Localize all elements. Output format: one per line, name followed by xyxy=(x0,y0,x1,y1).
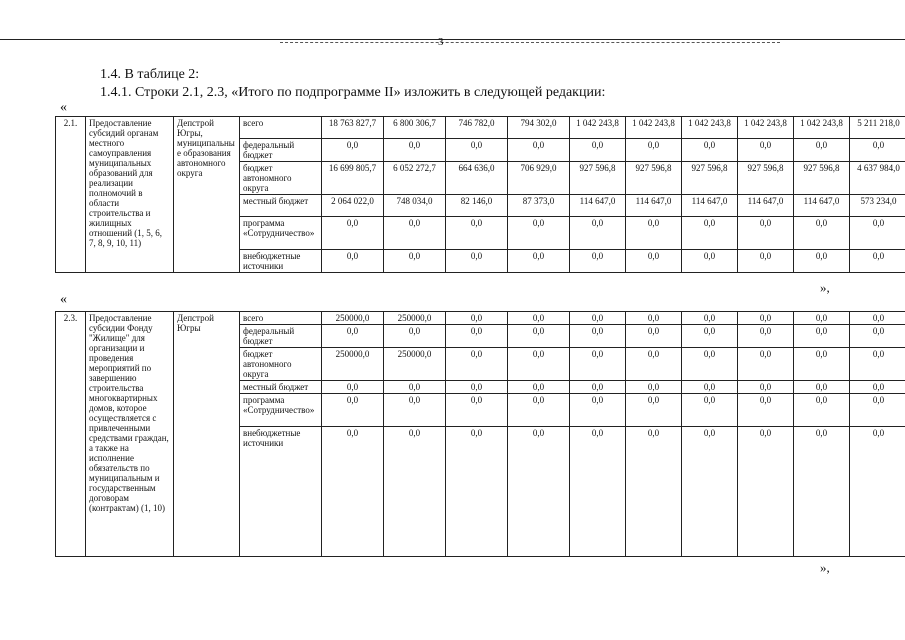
amount-cell: 0,0 xyxy=(446,348,508,381)
amount-cell: 0,0 xyxy=(682,325,738,348)
amount-cell: 0,0 xyxy=(626,217,682,250)
amount-cell: 0,0 xyxy=(570,348,626,381)
amount-cell: 0,0 xyxy=(794,348,850,381)
amount-cell: 0,0 xyxy=(570,217,626,250)
amount-cell: 664 636,0 xyxy=(446,162,508,195)
amount-cell: 0,0 xyxy=(508,427,570,557)
amount-cell: 0,0 xyxy=(508,250,570,273)
amount-cell: 0,0 xyxy=(446,381,508,394)
amount-cell: 0,0 xyxy=(682,381,738,394)
table-row-2-1 xyxy=(55,116,905,273)
amount-cell: 0,0 xyxy=(850,348,905,381)
amount-cell: 114 647,0 xyxy=(794,195,850,217)
amount-cell: 250000,0 xyxy=(384,348,446,381)
amount-cell: 0,0 xyxy=(446,217,508,250)
amount-cell: 82 146,0 xyxy=(446,195,508,217)
amount-cell: 0,0 xyxy=(570,312,626,325)
amount-cell: 0,0 xyxy=(626,139,682,162)
amount-cell: 0,0 xyxy=(738,427,794,557)
amount-cell: 706 929,0 xyxy=(508,162,570,195)
amount-cell: 0,0 xyxy=(850,325,905,348)
amount-cell: 0,0 xyxy=(322,427,384,557)
amount-cell: 250000,0 xyxy=(322,348,384,381)
amount-cell: 0,0 xyxy=(384,394,446,427)
amount-cell: 114 647,0 xyxy=(738,195,794,217)
amount-cell: 1 042 243,8 xyxy=(626,117,682,139)
amount-cell: 0,0 xyxy=(682,394,738,427)
amount-cell: 0,0 xyxy=(508,381,570,394)
amount-cell: 0,0 xyxy=(446,139,508,162)
amount-cell: 0,0 xyxy=(738,381,794,394)
amount-cell: 0,0 xyxy=(626,250,682,273)
amount-cell: 0,0 xyxy=(322,381,384,394)
table-body xyxy=(56,312,905,557)
amount-cell: 0,0 xyxy=(850,250,905,273)
closing-quote: », xyxy=(820,560,830,575)
amount-cell: 927 596,8 xyxy=(626,162,682,195)
amount-cell: 6 052 272,7 xyxy=(384,162,446,195)
amount-cell: 0,0 xyxy=(570,325,626,348)
amount-cell: 0,0 xyxy=(738,217,794,250)
header-rule xyxy=(0,39,905,40)
page-number: 3 xyxy=(438,36,444,48)
amount-cell: 0,0 xyxy=(322,217,384,250)
amount-cell: 0,0 xyxy=(508,217,570,250)
measure-name: Предоставление субсидий органам местного самоуправления муниципальных образований для реализации полномочий в области строительства и жилищных отношений (1, 5, 6, 7, 8, 9, 10, 11) xyxy=(86,117,174,273)
amount-cell: 0,0 xyxy=(682,427,738,557)
amount-cell: 0,0 xyxy=(384,250,446,273)
amount-cell: 0,0 xyxy=(738,250,794,273)
funding-source: федеральный бюджет xyxy=(240,139,322,162)
amount-cell: 0,0 xyxy=(850,217,905,250)
amount-cell: 0,0 xyxy=(738,312,794,325)
amount-cell: 0,0 xyxy=(626,394,682,427)
amount-cell: 0,0 xyxy=(794,394,850,427)
amount-cell: 0,0 xyxy=(626,427,682,557)
amount-cell: 0,0 xyxy=(446,250,508,273)
funding-source: федеральный бюджет xyxy=(240,325,322,348)
amount-cell: 0,0 xyxy=(508,348,570,381)
amount-cell: 0,0 xyxy=(446,427,508,557)
amount-cell: 0,0 xyxy=(384,325,446,348)
amount-cell: 0,0 xyxy=(446,312,508,325)
amount-cell: 0,0 xyxy=(508,325,570,348)
amount-cell: 16 699 805,7 xyxy=(322,162,384,195)
amount-cell: 0,0 xyxy=(850,394,905,427)
amount-cell: 0,0 xyxy=(682,348,738,381)
funding-source: бюджет автономного округа xyxy=(240,348,322,381)
amount-cell: 1 042 243,8 xyxy=(738,117,794,139)
amount-cell: 748 034,0 xyxy=(384,195,446,217)
amount-cell: 1 042 243,8 xyxy=(794,117,850,139)
amount-cell: 0,0 xyxy=(738,139,794,162)
amount-cell: 0,0 xyxy=(794,325,850,348)
amount-cell: 0,0 xyxy=(850,139,905,162)
amount-cell: 0,0 xyxy=(794,139,850,162)
amount-cell: 250000,0 xyxy=(384,312,446,325)
amount-cell: 0,0 xyxy=(794,381,850,394)
amount-cell: 927 596,8 xyxy=(738,162,794,195)
amount-cell: 927 596,8 xyxy=(682,162,738,195)
amount-cell: 0,0 xyxy=(626,325,682,348)
funding-source: местный бюджет xyxy=(240,195,322,217)
section-heading: 1.4. В таблице 2: xyxy=(100,67,200,82)
amount-cell: 0,0 xyxy=(570,394,626,427)
funding-source: программа «Сотрудничество» xyxy=(240,217,322,250)
header-rule-dashed xyxy=(280,42,780,43)
table-body xyxy=(56,117,905,273)
opening-quote: « xyxy=(60,292,67,307)
amount-cell: 4 637 984,0 xyxy=(850,162,905,195)
amount-cell: 0,0 xyxy=(850,381,905,394)
funding-source: всего xyxy=(240,312,322,325)
amount-cell: 0,0 xyxy=(384,217,446,250)
section-subheading: 1.4.1. Строки 2.1, 2.3, «Итого по подпрограмме II» изложить в следующей редакции: xyxy=(100,85,606,100)
amount-cell: 0,0 xyxy=(794,312,850,325)
amount-cell: 0,0 xyxy=(850,427,905,557)
amount-cell: 0,0 xyxy=(446,325,508,348)
amount-cell: 0,0 xyxy=(570,250,626,273)
measure-name: Предоставление субсидии Фонду "Жилище" для организации и проведения мероприятий по завершению строительства многоквартирных домов, которое осуществляется с привлеченными средствами граждан, а также на исполнение обязательств по муниципальным и государственным договорам (контрактам) (1, 10) xyxy=(86,312,174,557)
amount-cell: 746 782,0 xyxy=(446,117,508,139)
row-number: 2.1. xyxy=(56,117,86,273)
amount-cell: 0,0 xyxy=(682,250,738,273)
executor-name: Депстрой Югры, муниципальные образования автономного округа xyxy=(174,117,240,273)
amount-cell: 0,0 xyxy=(322,250,384,273)
closing-quote: », xyxy=(820,280,830,295)
table-row xyxy=(56,312,905,325)
amount-cell: 1 042 243,8 xyxy=(570,117,626,139)
amount-cell: 0,0 xyxy=(508,394,570,427)
amount-cell: 0,0 xyxy=(508,139,570,162)
amount-cell: 5 211 218,0 xyxy=(850,117,905,139)
amount-cell: 0,0 xyxy=(682,217,738,250)
table-row xyxy=(56,117,905,139)
amount-cell: 114 647,0 xyxy=(570,195,626,217)
amount-cell: 0,0 xyxy=(850,312,905,325)
amount-cell: 0,0 xyxy=(322,139,384,162)
amount-cell: 0,0 xyxy=(794,217,850,250)
funding-source: внебюджетные источники xyxy=(240,250,322,273)
amount-cell: 0,0 xyxy=(626,381,682,394)
amount-cell: 0,0 xyxy=(794,250,850,273)
amount-cell: 0,0 xyxy=(738,348,794,381)
opening-quote: « xyxy=(60,100,67,115)
amount-cell: 2 064 022,0 xyxy=(322,195,384,217)
amount-cell: 0,0 xyxy=(384,381,446,394)
amount-cell: 250000,0 xyxy=(322,312,384,325)
funding-source: местный бюджет xyxy=(240,381,322,394)
amount-cell: 0,0 xyxy=(384,427,446,557)
amount-cell: 927 596,8 xyxy=(794,162,850,195)
amount-cell: 0,0 xyxy=(508,312,570,325)
funding-source: внебюджетные источники xyxy=(240,427,322,557)
funding-source: бюджет автономного округа xyxy=(240,162,322,195)
amount-cell: 0,0 xyxy=(570,381,626,394)
amount-cell: 0,0 xyxy=(682,312,738,325)
amount-cell: 18 763 827,7 xyxy=(322,117,384,139)
table-row-2-3 xyxy=(55,311,905,557)
amount-cell: 0,0 xyxy=(446,394,508,427)
amount-cell: 0,0 xyxy=(626,312,682,325)
amount-cell: 0,0 xyxy=(738,325,794,348)
amount-cell: 87 373,0 xyxy=(508,195,570,217)
row-number: 2.3. xyxy=(56,312,86,557)
amount-cell: 927 596,8 xyxy=(570,162,626,195)
amount-cell: 6 800 306,7 xyxy=(384,117,446,139)
amount-cell: 0,0 xyxy=(570,139,626,162)
amount-cell: 0,0 xyxy=(384,139,446,162)
amount-cell: 1 042 243,8 xyxy=(682,117,738,139)
amount-cell: 0,0 xyxy=(322,325,384,348)
amount-cell: 0,0 xyxy=(570,427,626,557)
funding-source: всего xyxy=(240,117,322,139)
amount-cell: 0,0 xyxy=(682,139,738,162)
amount-cell: 794 302,0 xyxy=(508,117,570,139)
amount-cell: 0,0 xyxy=(794,427,850,557)
amount-cell: 114 647,0 xyxy=(626,195,682,217)
amount-cell: 0,0 xyxy=(626,348,682,381)
amount-cell: 573 234,0 xyxy=(850,195,905,217)
amount-cell: 0,0 xyxy=(738,394,794,427)
executor-name: Депстрой Югры xyxy=(174,312,240,557)
amount-cell: 114 647,0 xyxy=(682,195,738,217)
amount-cell: 0,0 xyxy=(322,394,384,427)
funding-source: программа «Сотрудничество» xyxy=(240,394,322,427)
